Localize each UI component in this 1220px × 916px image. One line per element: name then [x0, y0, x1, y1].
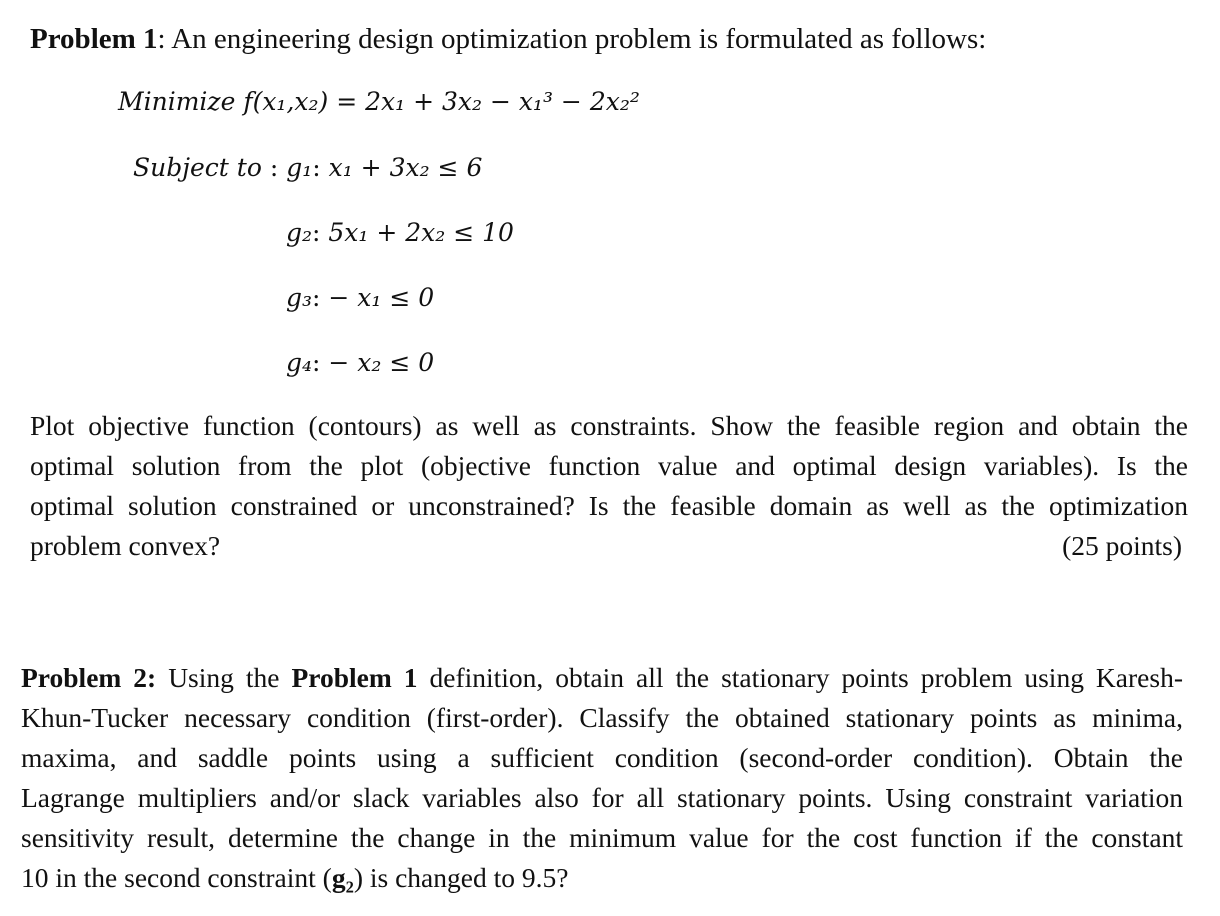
problem2-line: Khun-Tucker necessary condition (first-order). Classify the obtained stationary points as minima,	[21, 702, 1183, 733]
objective-expression: f(x₁,x₂) = 2x₁ + 3x₂ − x₁³ − 2x₂²	[243, 87, 640, 116]
problem2-line: maxima, and saddle points using a sufficient condition (second-order condition). Obtain the	[21, 742, 1183, 773]
problem1-question-line: optimal solution constrained or unconstrained? Is the feasible domain as well as the optimization	[30, 490, 1188, 521]
problem2-text-segment: definition, obtain all the stationary points problem using Karesh-	[417, 662, 1183, 693]
constraint-g2-row: g₂: 5x₁ + 2x₂ ≤ 10	[286, 218, 514, 247]
constraint-g2-name: g₂	[286, 218, 313, 247]
constraint-g3-row: g₃: − x₁ ≤ 0	[286, 283, 435, 312]
problem1-question-line: problem convex?	[30, 530, 221, 561]
problem2-label: Problem 2:	[21, 662, 157, 693]
constraint-g3-expression: − x₁ ≤ 0	[328, 283, 435, 312]
problem2-line: Lagrange multipliers and/or slack variables also for all stationary points. Using constraint variation	[21, 782, 1183, 813]
problem1-label: Problem 1	[30, 23, 158, 55]
problem2-line	[21, 658, 1183, 698]
subject-to-label: Subject to	[133, 153, 262, 182]
constraint-g1-row: Subject to : g₁: x₁ + 3x₂ ≤ 6	[133, 153, 483, 182]
problem2-text-segment: 10 in the second constraint (	[21, 862, 332, 893]
problem2-text	[21, 658, 1183, 898]
minimize-keyword: Minimize	[118, 87, 236, 116]
problem2-text-segment: ) is changed to 9.5?	[353, 862, 569, 893]
problem1-question-line: Plot objective function (contours) as well as constraints. Show the feasible region and obtain the	[30, 410, 1188, 441]
problem2-text-segment: Using the	[156, 662, 292, 693]
problem1-intro: : An engineering design optimization problem is formulated as follows:	[157, 23, 987, 55]
constraint-g4-name: g₄	[286, 348, 313, 377]
g2-reference: g₂	[331, 862, 354, 893]
problem1-heading	[30, 22, 986, 56]
problem1-question-line: optimal solution from the plot (objective function value and optimal design variables). Is the	[30, 450, 1188, 481]
problem1-question	[30, 406, 1188, 566]
constraint-g1-name: g₁	[286, 153, 313, 182]
constraint-g1-expression: x₁ + 3x₂ ≤ 6	[328, 153, 483, 182]
objective-function	[118, 86, 640, 118]
problem1-points: (25 points)	[1062, 530, 1182, 561]
problem2-line	[21, 858, 1183, 898]
constraint-g4-expression: − x₂ ≤ 0	[328, 348, 435, 377]
constraint-g4-row: g₄: − x₂ ≤ 0	[286, 348, 435, 377]
problem1-reference: Problem 1	[291, 662, 418, 693]
constraint-g3-name: g₃	[286, 283, 313, 312]
problem2-line: sensitivity result, determine the change in the minimum value for the cost function if the constant	[21, 822, 1183, 853]
constraint-g2-expression: 5x₁ + 2x₂ ≤ 10	[328, 218, 514, 247]
